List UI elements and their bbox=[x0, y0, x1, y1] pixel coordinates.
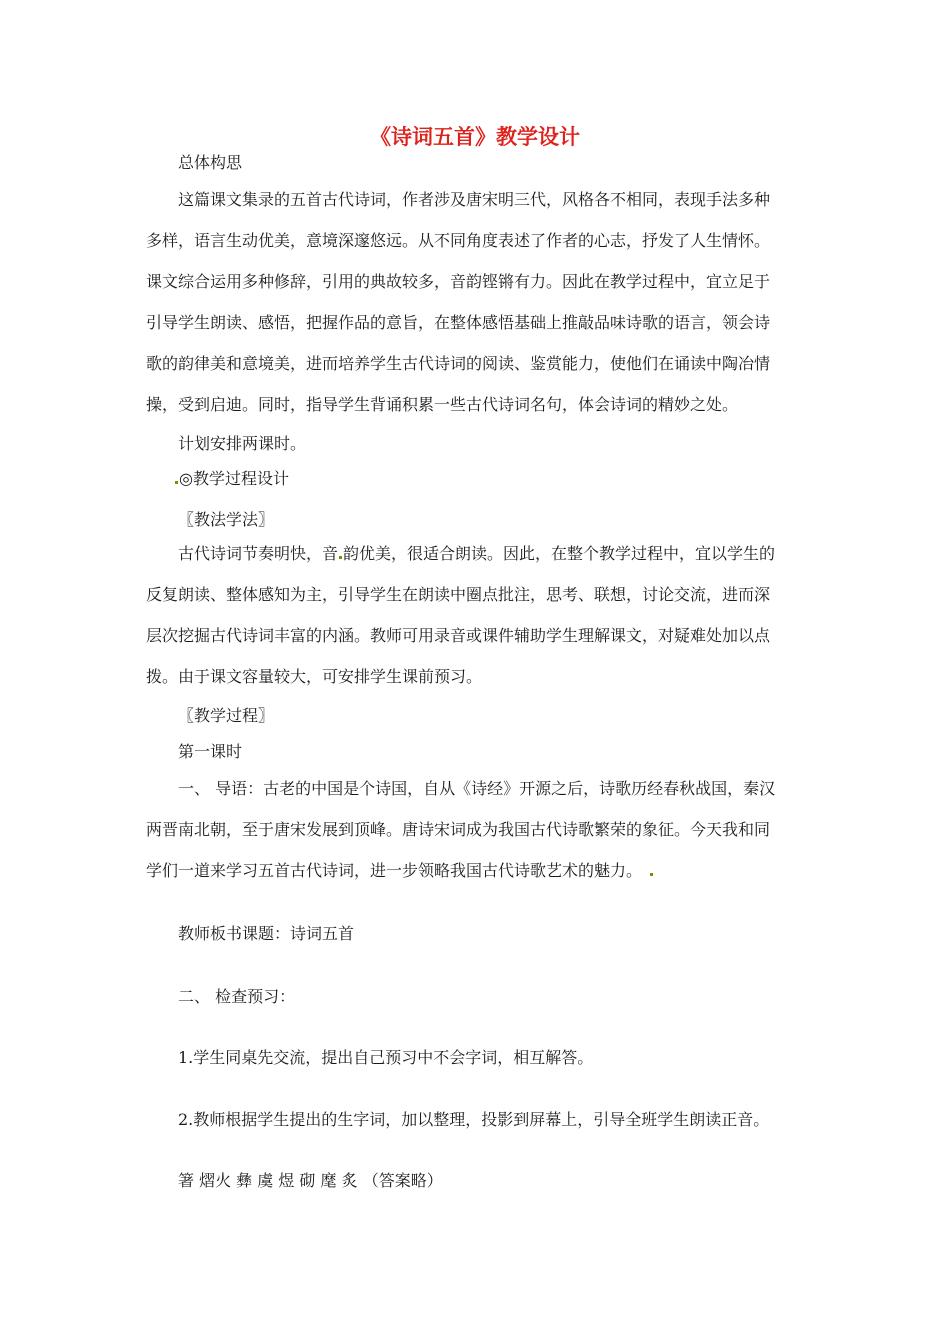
check-heading: 二、 检查预习： bbox=[178, 987, 296, 1006]
step-1: 1.学生同桌先交流，提出自己预习中不会字词，相互解答。 bbox=[178, 1048, 594, 1067]
step-2: 2.教师根据学生提出的生字词，加以整理，投影到屏幕上，引导全班学生朗读正音。 bbox=[178, 1110, 770, 1129]
stray-dot-mark bbox=[650, 873, 653, 876]
intro-line-3 bbox=[146, 860, 810, 882]
intro-line-3-text: 学们一道来学习五首古代诗词，进一步领略我国古代诗歌艺术的魅力。 bbox=[146, 861, 643, 880]
process-design-label: ◎教学过程设计 bbox=[179, 469, 289, 488]
stray-dot-mark bbox=[175, 481, 178, 484]
page-title: 《诗词五首》教学设计 bbox=[370, 124, 580, 149]
intro-line-1: 一、 导语：古老的中国是个诗国，自从《诗经》开源之后，诗歌历经春秋战国，秦汉 bbox=[178, 779, 776, 798]
method-line-4: 拨。由于课文容量较大，可安排学生课前预习。 bbox=[146, 667, 483, 686]
stray-dot-mark bbox=[339, 556, 342, 559]
method-line-2: 反复朗读、整体感知为主，引导学生在朗读中圈点批注，思考、联想，讨论交流，进而深 bbox=[146, 585, 771, 604]
plan-text: 计划安排两课时。 bbox=[178, 434, 307, 453]
method-line-1 bbox=[178, 543, 810, 565]
lesson-one-heading: 第一课时 bbox=[178, 742, 243, 761]
method-line-3: 层次挖掘古代诗词丰富的内涵。教师可用录音或课件辅助学生理解课文，对疑难处加以点 bbox=[146, 626, 771, 645]
overview-line-6: 操，受到启迪。同时，指导学生背诵积累一些古代诗词名句，体会诗词的精妙之处。 bbox=[146, 395, 739, 414]
method-line-1-part-a: 古代诗词节奏明快，音 bbox=[178, 544, 339, 563]
overview-line-1: 这篇课文集录的五首古代诗词，作者涉及唐宋明三代，风格各不相同，表现手法多种 bbox=[178, 190, 771, 209]
overview-line-2: 多样，语言生动优美，意境深邃悠远。从不同角度表述了作者的心志，抒发了人生情怀。 bbox=[146, 231, 771, 250]
process-heading: 〖教学过程〗 bbox=[178, 706, 275, 725]
board-title: 教师板书课题：诗词五首 bbox=[178, 924, 355, 943]
process-design-heading bbox=[174, 468, 838, 490]
vocab-words: 箸 熠火 彝 虞 煜 砌 麾 炙 （答案略） bbox=[178, 1171, 443, 1190]
overview-heading: 总体构思 bbox=[178, 153, 243, 172]
overview-line-4: 引导学生朗读、感悟，把握作品的意旨，在整体感悟基础上推敲品味诗歌的语言，领会诗 bbox=[146, 313, 771, 332]
method-line-1-part-b: 韵优美，很适合朗读。因此，在整个教学过程中，宜以学生的 bbox=[343, 544, 776, 563]
method-heading: 〖教法学法〗 bbox=[178, 510, 275, 529]
overview-line-3: 课文综合运用多种修辞，引用的典故较多，音韵铿锵有力。因此在教学过程中，宜立足于 bbox=[146, 272, 771, 291]
overview-line-5: 歌的韵律美和意境美，进而培养学生古代诗词的阅读、鉴赏能力，使他们在诵读中陶冶情 bbox=[146, 354, 771, 373]
intro-line-2: 两晋南北朝，至于唐宋发展到顶峰。唐诗宋词成为我国古代诗歌繁荣的象征。今天我和同 bbox=[146, 820, 771, 839]
